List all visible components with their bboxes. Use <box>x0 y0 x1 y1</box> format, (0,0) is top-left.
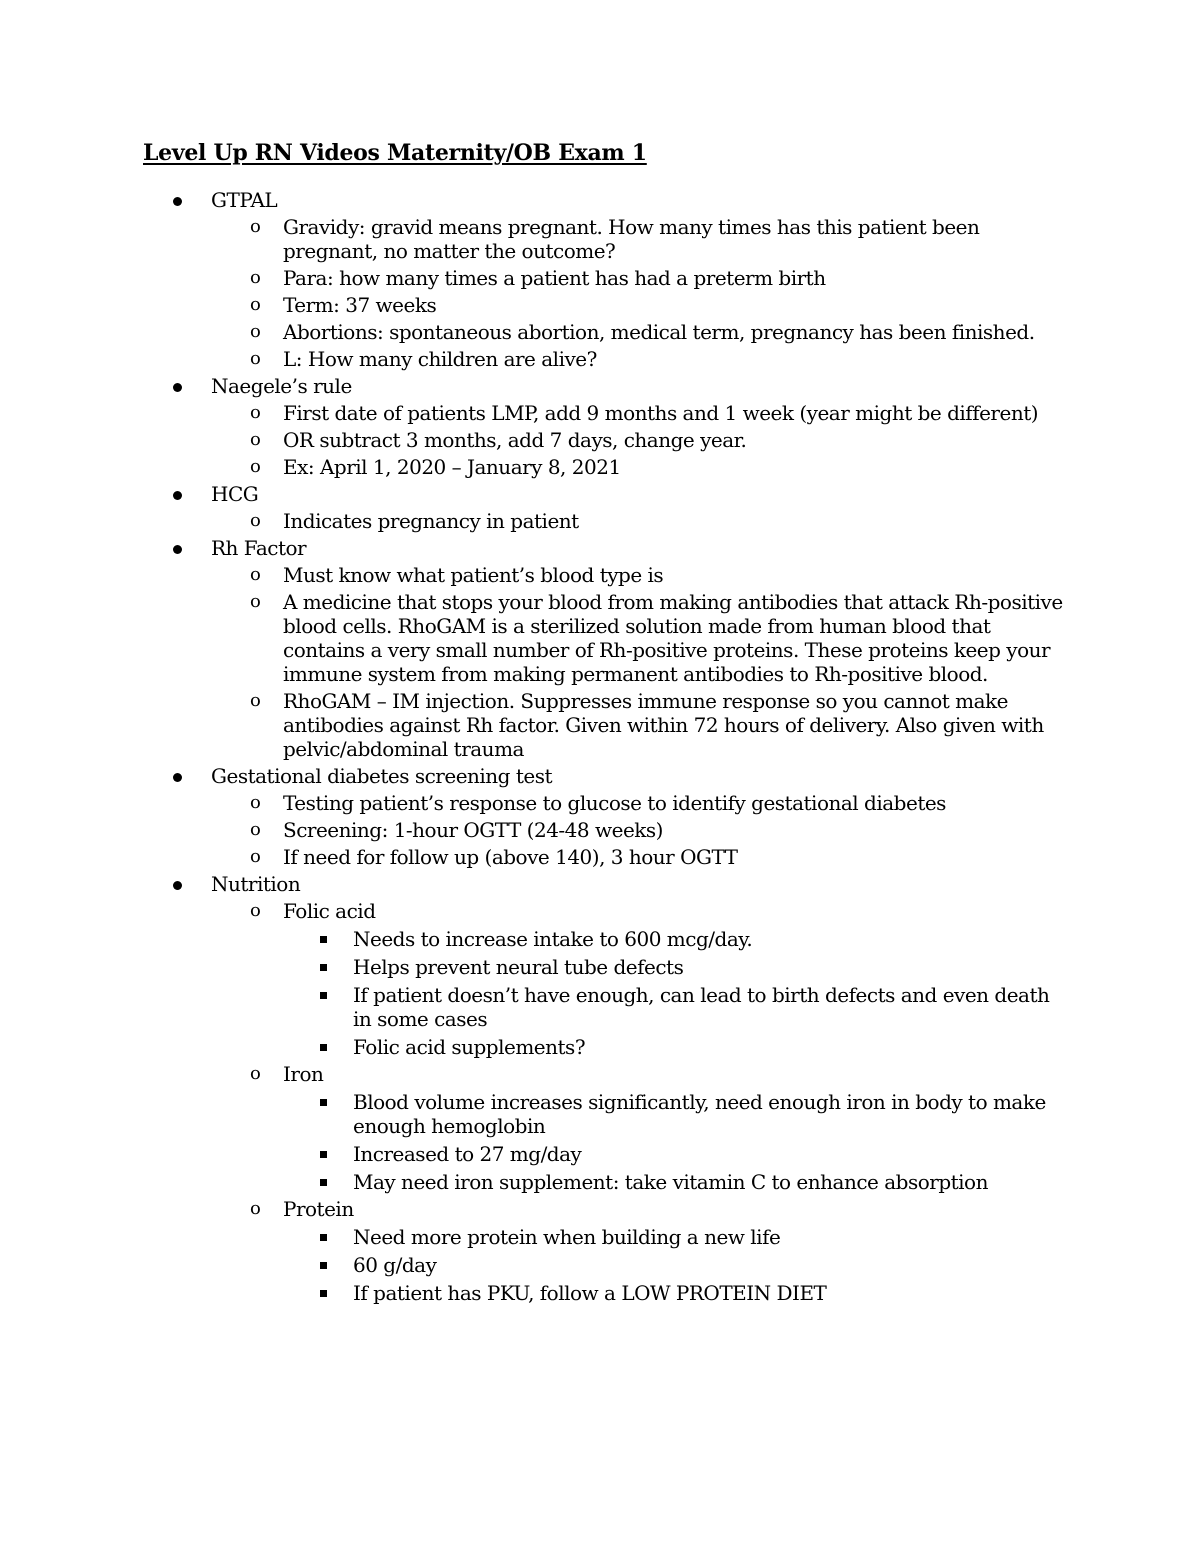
bullet-label: Gestational diabetes screening test <box>211 764 553 788</box>
sub-bullet-text: Must know what patient’s blood type is <box>283 563 664 587</box>
bullet-dot-icon <box>173 881 182 890</box>
sub-bullet <box>250 689 1063 761</box>
sub-bullet-text: Screening: 1-hour OGTT (24-48 weeks) <box>283 818 663 842</box>
circle-bullet-icon: o <box>250 321 261 342</box>
bullet-dot-icon <box>173 773 182 782</box>
bullet-nutrition <box>0 872 1200 1305</box>
detail-bullet-text: Blood volume increases significantly, need enough iron in body to make enough hemoglobin <box>353 1090 1046 1138</box>
sub-bullet <box>250 455 1063 479</box>
sub-bullet-folic-acid <box>250 899 1063 1059</box>
circle-bullet-icon: o <box>250 900 261 921</box>
detail-bullet <box>353 1281 1053 1305</box>
bullet-label: Rh Factor <box>211 536 307 560</box>
square-bullet-icon <box>320 936 327 943</box>
circle-bullet-icon: o <box>250 456 261 477</box>
detail-bullet <box>353 1035 1053 1059</box>
sub-bullet-text: First date of patients LMP, add 9 months and 1 week (year might be different) <box>283 401 1039 425</box>
detail-bullet-text: May need iron supplement: take vitamin C to enhance absorption <box>353 1170 988 1194</box>
circle-bullet-icon: o <box>250 510 261 531</box>
sub-bullet <box>250 215 1063 263</box>
sub-bullet-text: Testing patient’s response to glucose to identify gestational diabetes <box>283 791 946 815</box>
bullet-gestational-diabetes <box>0 764 1200 869</box>
square-bullet-icon <box>320 1179 327 1186</box>
circle-bullet-icon: o <box>250 267 261 288</box>
square-bullet-icon <box>320 992 327 999</box>
sub-bullet <box>250 401 1063 425</box>
detail-bullet-text: Helps prevent neural tube defects <box>353 955 684 979</box>
sub-bullet-text: Protein <box>283 1197 354 1221</box>
sub-bullet <box>250 791 1063 815</box>
detail-bullet <box>353 1253 1053 1277</box>
square-bullet-icon <box>320 1099 327 1106</box>
sub-bullet-text: L: How many children are alive? <box>283 347 597 371</box>
sub-bullet-text: Abortions: spontaneous abortion, medical term, pregnancy has been finished. <box>283 320 1035 344</box>
bullet-dot-icon <box>173 545 182 554</box>
detail-bullet <box>353 1142 1053 1166</box>
bullet-label: GTPAL <box>211 188 278 212</box>
square-bullet-icon <box>320 1234 327 1241</box>
sub-bullet <box>250 509 1063 533</box>
detail-bullet-text: Increased to 27 mg/day <box>353 1142 582 1166</box>
sub-bullet-text: RhoGAM – IM injection. Suppresses immune response so you cannot make antibodies against Rh factor. Given within 72 hours of delivery. Also given with pelvic/abdominal trauma <box>283 689 1044 761</box>
detail-bullet-text: Folic acid supplements? <box>353 1035 586 1059</box>
sub-bullet-text: OR subtract 3 months, add 7 days, change year. <box>283 428 747 452</box>
sub-bullet-text: A medicine that stops your blood from making antibodies that attack Rh-positive blood cells. RhoGAM is a sterilized solution made from human blood that contains a very small number of Rh-positive proteins. These proteins keep your immune system from making permanent antibodies to Rh-positive blood. <box>283 590 1063 686</box>
bullet-dot-icon <box>173 383 182 392</box>
bullet-label: Naegele’s rule <box>211 374 352 398</box>
bullet-dot-icon <box>173 491 182 500</box>
detail-bullet-text: Need more protein when building a new life <box>353 1225 781 1249</box>
sub-bullet-iron <box>250 1062 1063 1194</box>
square-bullet-icon <box>320 1151 327 1158</box>
detail-bullet-text: If patient doesn’t have enough, can lead to birth defects and even death in some cases <box>353 983 1050 1031</box>
bullet-naegeles-rule <box>0 374 1200 479</box>
sub-bullet <box>250 428 1063 452</box>
sub-bullet <box>250 266 1063 290</box>
detail-bullet <box>353 983 1053 1031</box>
circle-bullet-icon: o <box>250 402 261 423</box>
circle-bullet-icon: o <box>250 591 261 612</box>
square-bullet-icon <box>320 1290 327 1297</box>
sub-bullet-protein <box>250 1197 1063 1305</box>
sub-bullet-text: Term: 37 weeks <box>283 293 437 317</box>
sub-bullet-text: Ex: April 1, 2020 – January 8, 2021 <box>283 455 621 479</box>
circle-bullet-icon: o <box>250 294 261 315</box>
detail-bullet-text: Needs to increase intake to 600 mcg/day. <box>353 927 753 951</box>
sub-bullet <box>250 818 1063 842</box>
detail-bullet <box>353 927 1053 951</box>
sub-bullet-text: Para: how many times a patient has had a preterm birth <box>283 266 826 290</box>
circle-bullet-icon: o <box>250 792 261 813</box>
sub-bullet-text: Indicates pregnancy in patient <box>283 509 579 533</box>
circle-bullet-icon: o <box>250 1198 261 1219</box>
circle-bullet-icon: o <box>250 1063 261 1084</box>
sub-bullet <box>250 590 1063 686</box>
circle-bullet-icon: o <box>250 846 261 867</box>
square-bullet-icon <box>320 1044 327 1051</box>
sub-bullet-text: If need for follow up (above 140), 3 hour OGTT <box>283 845 738 869</box>
square-bullet-icon <box>320 1262 327 1269</box>
circle-bullet-icon: o <box>250 429 261 450</box>
sub-bullet <box>250 845 1063 869</box>
circle-bullet-icon: o <box>250 819 261 840</box>
bullet-gtpal <box>0 188 1200 371</box>
sub-bullet <box>250 563 1063 587</box>
detail-bullet <box>353 1170 1053 1194</box>
detail-bullet <box>353 955 1053 979</box>
notes-outline <box>0 185 1200 1305</box>
sub-bullet <box>250 320 1063 344</box>
square-bullet-icon <box>320 964 327 971</box>
document-title: Level Up RN Videos Maternity/OB Exam 1 <box>143 140 647 166</box>
circle-bullet-icon: o <box>250 564 261 585</box>
circle-bullet-icon: o <box>250 690 261 711</box>
bullet-label: HCG <box>211 482 259 506</box>
bullet-dot-icon <box>173 197 182 206</box>
sub-bullet-text: Folic acid <box>283 899 376 923</box>
bullet-hcg <box>0 482 1200 533</box>
sub-bullet <box>250 293 1063 317</box>
detail-bullet <box>353 1225 1053 1249</box>
detail-bullet-text: If patient has PKU, follow a LOW PROTEIN DIET <box>353 1281 827 1305</box>
bullet-label: Nutrition <box>211 872 301 896</box>
circle-bullet-icon: o <box>250 216 261 237</box>
circle-bullet-icon: o <box>250 348 261 369</box>
bullet-rh-factor <box>0 536 1200 761</box>
detail-bullet-text: 60 g/day <box>353 1253 437 1277</box>
detail-bullet <box>353 1090 1053 1138</box>
sub-bullet <box>250 347 1063 371</box>
sub-bullet-text: Iron <box>283 1062 324 1086</box>
sub-bullet-text: Gravidy: gravid means pregnant. How many times has this patient been pregnant, no matter the outcome? <box>283 215 980 263</box>
